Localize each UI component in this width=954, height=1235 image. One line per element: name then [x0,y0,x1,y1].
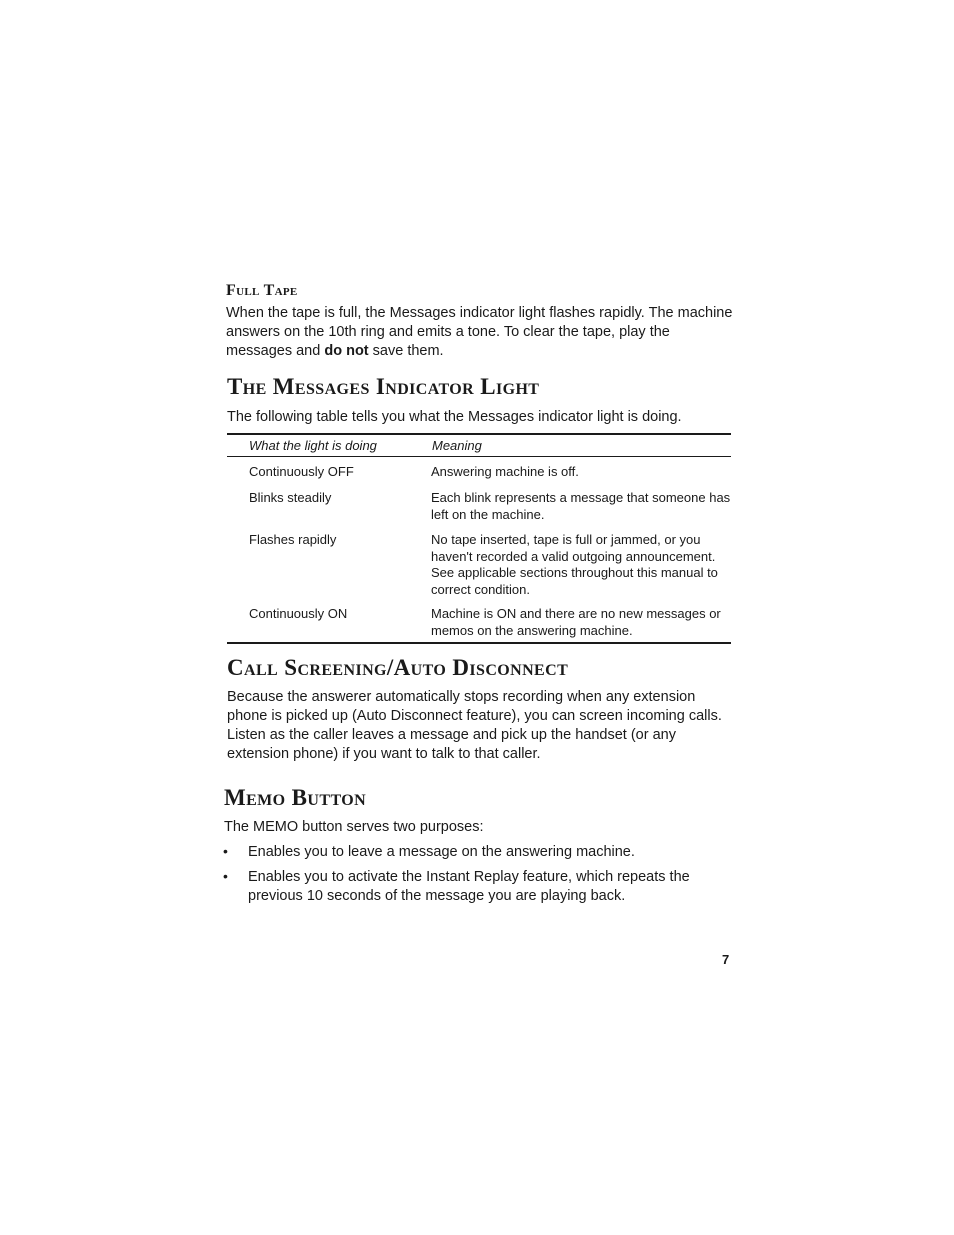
page-number: 7 [722,952,730,967]
table-cell-light: Continuously ON [249,606,348,621]
full-tape-paragraph [226,304,736,361]
bullet-icon: • [223,843,228,859]
full-tape-heading: Full Tape [226,282,298,299]
memo-button-heading: Memo Button [224,785,367,810]
full-tape-text: When the tape is full, the Messages indicator light flashes rapidly. The machine answers on the 10th ring and emits a tone. To clear the tape, play the messages and [226,305,733,359]
table-cell-light: Continuously OFF [249,464,354,479]
messages-light-heading: The Messages Indicator Light [227,374,540,399]
table-header-meaning: Meaning [432,438,482,453]
table-cell-meaning: Machine is ON and there are no new messages or memos on the answering machine. [431,606,721,638]
table-cell-meaning: Each blink represents a message that someone has left on the machine. [431,490,731,522]
indicator-table [227,433,731,644]
call-screening-heading: Call Screening/Auto Disconnect [227,655,569,680]
table-cell-meaning: Answering machine is off. [431,464,579,479]
table-header-row [227,435,731,457]
full-tape-bold-text: do not [324,343,369,359]
table-cell-meaning: No tape inserted, tape is full or jammed, or you haven't recorded a valid outgoing announcement. See applicable sections throughout this manual to correct condition. [431,532,718,597]
full-tape-text-end: save them. [368,343,444,359]
table-cell-light: Flashes rapidly [249,532,337,547]
table-header-light: What the light is doing [249,438,377,453]
messages-light-intro: The following table tells you what the Messages indicator light is doing. [227,409,682,425]
bullet-icon: • [223,868,228,884]
call-screening-paragraph: Because the answerer automatically stops recording when any extension phone is picked up (Auto Disconnect feature), you can screen incoming calls. Listen as the caller leaves a message and pick up the handset (or any extension phone) if you want to talk to that caller. [227,689,722,762]
table-cell-light: Blinks steadily [249,490,332,505]
memo-button-intro: The MEMO button serves two purposes: [224,819,484,835]
bullet-item: Enables you to activate the Instant Replay feature, which repeats the previous 10 seconds of the message you are playing back. [248,869,690,904]
bullet-item: Enables you to leave a message on the answering machine. [248,844,635,860]
